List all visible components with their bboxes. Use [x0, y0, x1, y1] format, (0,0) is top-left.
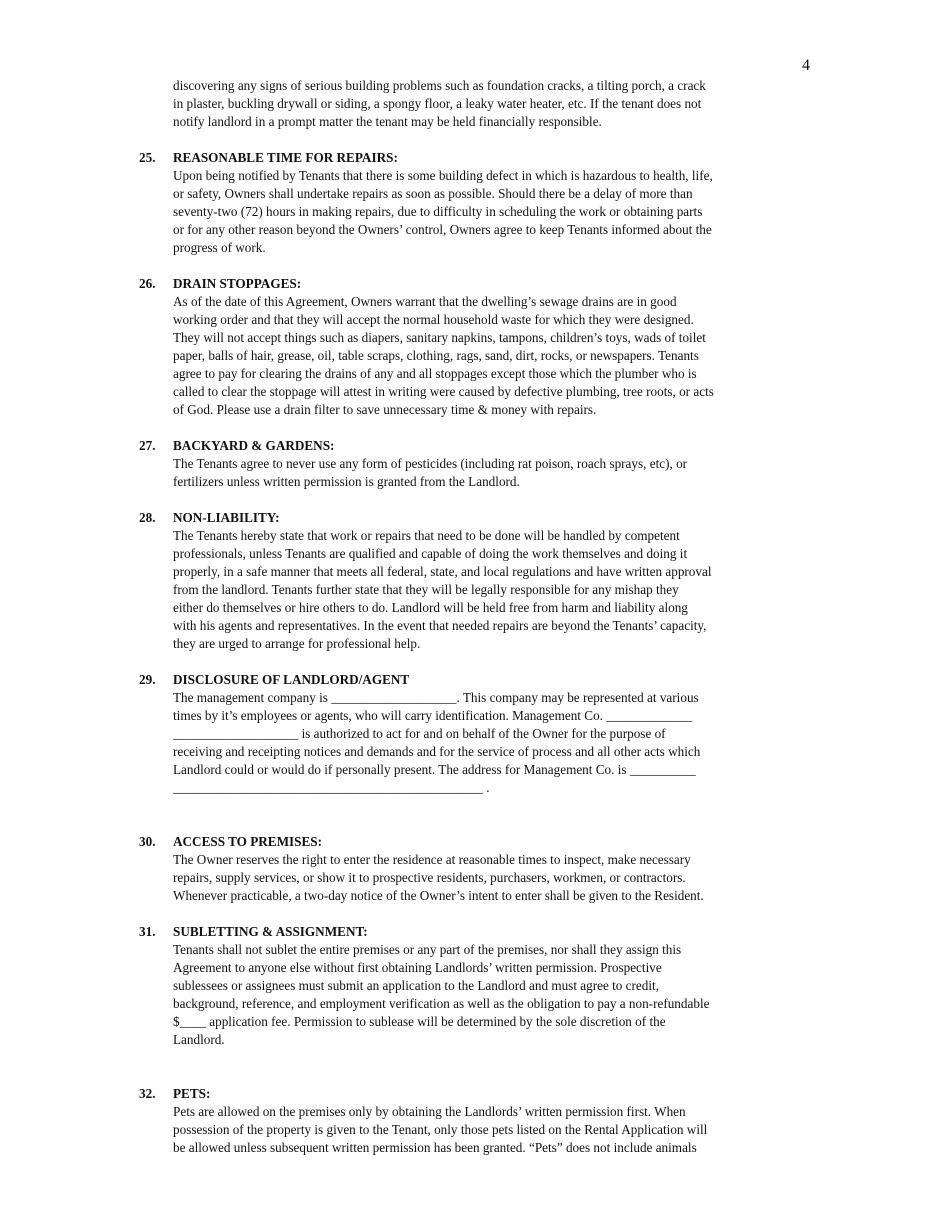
section-heading — [139, 275, 819, 293]
section-body: Upon being notified by Tenants that there is some building defect in which is hazardous to health, life, or safety, Owners shall undertake repairs as soon as possible. Should there be a delay of more than seventy-two (72) hours in making repairs, due to difficulty in scheduling the work or obtaining parts or for any other reason beyond the Owners’ control, Owners agree to keep Tenants informed about the progress of work. — [173, 168, 713, 255]
section-number: 32. — [139, 1086, 156, 1101]
section-body: Tenants shall not sublet the entire premises or any part of the premises, nor shall they assign this Agreement to anyone else without first obtaining Landlords’ written permission. Prospective sublessees or assignees must submit an application to the Landlord and must agree to credit, background, reference, and employment verification as well as the obligation to pay a non-refundable $____ application fee. Permission to sublease will be determined by the sole discretion of the Landlord. — [173, 942, 710, 1047]
section-body: Pets are allowed on the premises only by obtaining the Landlords’ written permission first. When possession of the property is given to the Tenant, only those pets listed on the Rental Application will be allowed unless subsequent written permission has been granted. “Pets” does not include animals — [173, 1104, 708, 1155]
section-non-liability — [139, 509, 819, 653]
section-drain-stoppages — [139, 275, 819, 419]
section-title: REASONABLE TIME FOR REPAIRS: — [173, 150, 398, 165]
section-body: The Tenants agree to never use any form of pesticides (including rat poison, roach sprays, etc), or fertilizers unless written permission is granted from the Landlord. — [173, 456, 688, 489]
section-heading — [139, 437, 819, 455]
document-body — [139, 77, 819, 1157]
section-number: 28. — [139, 510, 156, 525]
section-heading — [139, 923, 819, 941]
section-disclosure-of-landlord-agent — [139, 671, 819, 797]
section-title: SUBLETTING & ASSIGNMENT: — [173, 924, 368, 939]
section-body: The management company is ___________________. This company may be represented at various times by it’s employees or agents, who will carry identification. Management Co. _____________ ___________________ is authorized to act for and on behalf of the Owner for the purpose of receiving and receipting notices and demands and for the service of process and all other acts which Landlord could or would do if personally present. The address for Management Co. is __________ _______________________________________________ . — [173, 690, 701, 795]
intro-paragraph: discovering any signs of serious building problems such as foundation cracks, a tilting porch, a crack in plaster, buckling drywall or siding, a spongy floor, a leaky water heater, etc. If the tenant does not notify landlord in a prompt matter the tenant may be held financially responsible. — [173, 78, 706, 129]
section-number: 26. — [139, 276, 156, 291]
section-access-to-premises — [139, 833, 819, 905]
section-title: BACKYARD & GARDENS: — [173, 438, 335, 453]
section-body: The Tenants hereby state that work or repairs that need to be done will be handled by competent professionals, unless Tenants are qualified and capable of doing the work themselves and doing it properly, in a safe manner that meets all federal, state, and local regulations and have written approval from the landlord. Tenants further state that they will be legally responsible for any mishap they either do themselves or hire others to do. Landlord will be held free from harm and liability along with his agents and representatives. In the event that needed repairs are beyond the Tenants’ capacity, they are urged to arrange for professional help. — [173, 528, 712, 651]
section-number: 30. — [139, 834, 156, 849]
section-title: ACCESS TO PREMISES: — [173, 834, 323, 849]
section-pets — [139, 1085, 819, 1157]
section-heading — [139, 1085, 819, 1103]
section-body: As of the date of this Agreement, Owners warrant that the dwelling’s sewage drains are in good working order and that they will accept the normal household waste for which they were designed. They will not accept things such as diapers, sanitary napkins, tampons, children’s toys, wads of toilet paper, balls of hair, grease, oil, table scraps, clothing, rags, sand, dirt, rocks, or newspapers. Tenants agree to pay for clearing the drains of any and all stoppages except those which the plumber who is called to clear the stoppage will attest in writing were caused by defective plumbing, tree roots, or acts of God. Please use a drain filter to save unnecessary time & money with repairs. — [173, 294, 714, 417]
section-number: 29. — [139, 672, 156, 687]
section-subletting-assignment — [139, 923, 819, 1049]
section-number: 27. — [139, 438, 156, 453]
section-heading — [139, 671, 819, 689]
section-title: NON-LIABILITY: — [173, 510, 280, 525]
page-number: 4 — [802, 57, 810, 74]
section-number: 25. — [139, 150, 156, 165]
section-body: The Owner reserves the right to enter the residence at reasonable times to inspect, make necessary repairs, supply services, or show it to prospective residents, purchasers, workmen, or contractors. Whenever practicable, a two-day notice of the Owner’s intent to enter shall be given to the Resident. — [173, 852, 704, 903]
section-title: DRAIN STOPPAGES: — [173, 276, 302, 291]
section-number: 31. — [139, 924, 156, 939]
section-heading — [139, 509, 819, 527]
section-backyard-gardens — [139, 437, 819, 491]
section-title: DISCLOSURE OF LANDLORD/AGENT — [173, 672, 410, 687]
section-title: PETS: — [173, 1086, 211, 1101]
section-heading — [139, 833, 819, 851]
section-heading — [139, 149, 819, 167]
section-reasonable-time-for-repairs — [139, 149, 819, 257]
